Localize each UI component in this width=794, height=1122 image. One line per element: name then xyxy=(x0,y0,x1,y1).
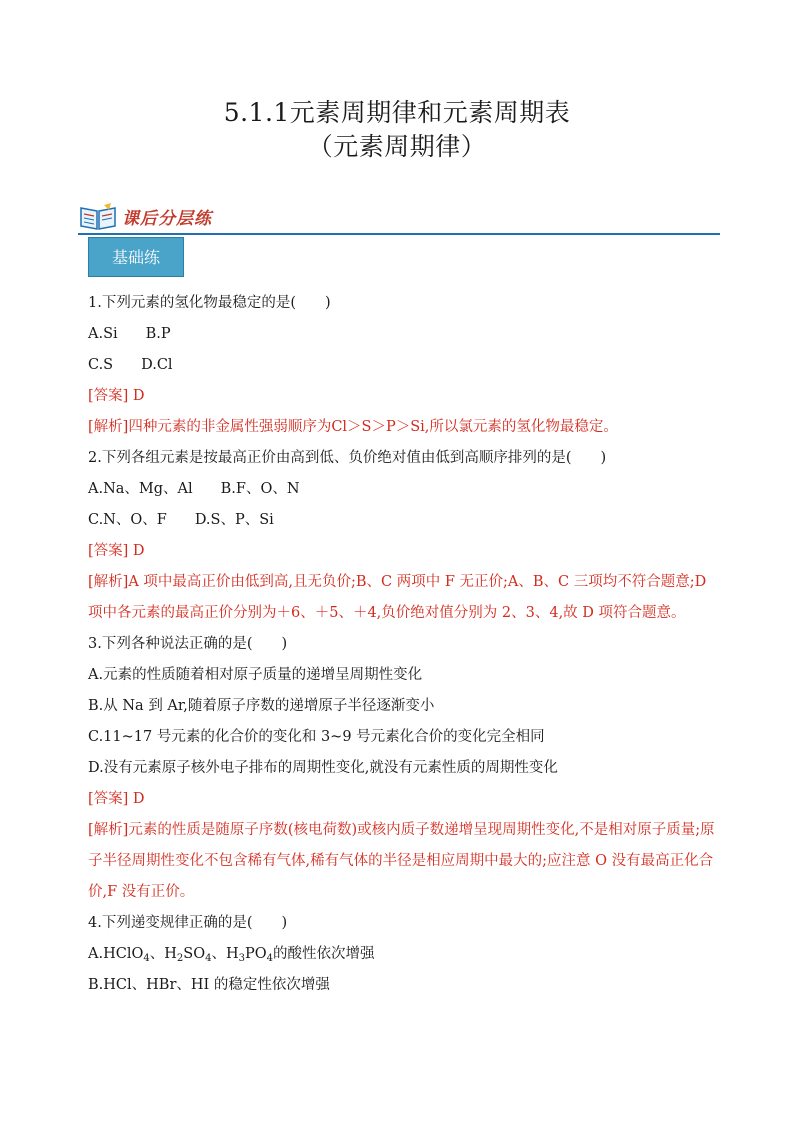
section-header xyxy=(78,199,720,237)
option-row xyxy=(88,350,724,381)
option: D.没有元素原子核外电子排布的周期性变化,就没有元素性质的周期性变化 xyxy=(88,760,558,776)
option-row xyxy=(88,474,724,505)
section-label: 课后分层练 xyxy=(122,209,212,229)
answer: [答案] D xyxy=(88,543,145,559)
analysis: [解析]四种元素的非金属性强弱顺序为Cl＞S＞P＞Si,所以氯元素的氢化物最稳定。 xyxy=(88,419,618,435)
option: C.11~17 号元素的化合价的变化和 3~9 号元素化合价的变化完全相同 xyxy=(88,729,545,745)
tab-basic-practice: 基础练 xyxy=(88,237,184,277)
section-divider xyxy=(78,233,720,235)
question-stem: 4.下列递变规律正确的是( ) xyxy=(88,915,288,931)
analysis: [解析]A 项中最高正价由低到高,且无负价;B、C 两项中 F 无正价;A、B、C 三项均不符合题意;D 项中各元素的最高正价分别为＋6、＋5、＋4,负价绝对值分别为 2、3、4,故 D 项符合题意。 xyxy=(88,574,707,621)
question-stem: 1.下列元素的氢化物最稳定的是( ) xyxy=(88,295,331,311)
page-subtitle: （元素周期律） xyxy=(307,132,487,161)
option: C.N、O、F xyxy=(88,512,167,528)
option: A.Si xyxy=(88,326,118,342)
analysis: [解析]元素的性质是随原子序数(核电荷数)或核内质子数递增呈现周期性变化,不是相对原子质量;原子半径周期性变化不包含稀有气体,稀有气体的半径是相应周期中最大的;应注意 O 没有最高正化合价,F 没有正价。 xyxy=(88,822,715,900)
option: B.P xyxy=(145,326,171,342)
page-title: 5.1.1元素周期律和元素周期表 xyxy=(223,98,571,127)
option: B.从 Na 到 Ar,随着原子序数的递增原子半径逐渐变小 xyxy=(88,698,435,714)
option: A.元素的性质随着相对原子质量的递增呈周期性变化 xyxy=(88,667,423,683)
question-stem: 3.下列各种说法正确的是( ) xyxy=(88,636,288,652)
option-row xyxy=(88,319,724,350)
answer: [答案] D xyxy=(88,388,145,404)
open-book-icon xyxy=(78,202,118,232)
option: D.Cl xyxy=(141,357,173,373)
question-stem: 2.下列各组元素是按最高正价由高到低、负价绝对值由低到高顺序排列的是( ) xyxy=(88,450,607,466)
option-row xyxy=(88,505,724,536)
option: B.HCl、HBr、HI 的稳定性依次增强 xyxy=(88,977,330,993)
answer: [答案] D xyxy=(88,791,145,807)
question-list xyxy=(88,288,724,1001)
option: B.F、O、N xyxy=(220,481,300,497)
option: A.HClO$_4$、$H_2SO_4$、$H_3PO_4$的酸性依次增强 xyxy=(88,946,375,964)
option: C.S xyxy=(88,357,114,373)
option: D.S、P、Si xyxy=(194,512,274,528)
option: A.Na、Mg、Al xyxy=(88,481,193,497)
